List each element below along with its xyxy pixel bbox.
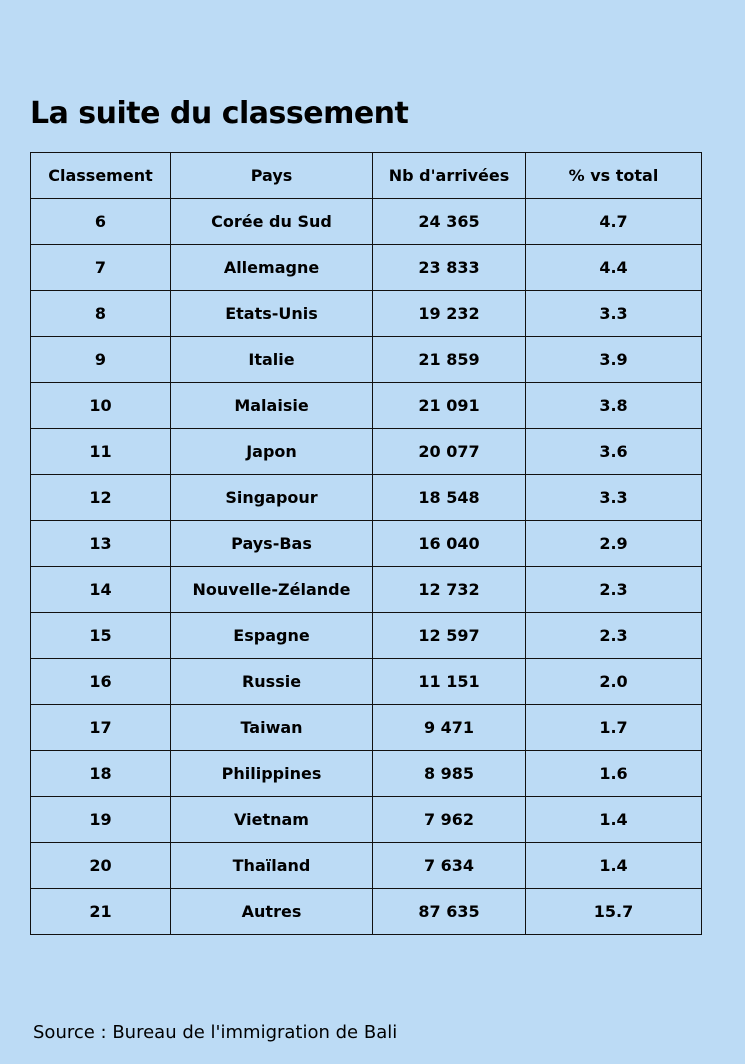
cell-nb-arrivees: 11 151	[373, 659, 526, 705]
cell-classement: 18	[31, 751, 171, 797]
cell-pays: Etats-Unis	[171, 291, 373, 337]
cell-pays: Nouvelle-Zélande	[171, 567, 373, 613]
ranking-table	[30, 152, 702, 935]
cell-classement: 7	[31, 245, 171, 291]
table-row	[31, 751, 702, 797]
cell-nb-arrivees: 19 232	[373, 291, 526, 337]
cell-classement: 12	[31, 475, 171, 521]
cell-classement: 20	[31, 843, 171, 889]
cell-nb-arrivees: 7 634	[373, 843, 526, 889]
cell-pays: Singapour	[171, 475, 373, 521]
cell-classement: 15	[31, 613, 171, 659]
table-row	[31, 843, 702, 889]
cell-nb-arrivees: 24 365	[373, 199, 526, 245]
cell-nb-arrivees: 87 635	[373, 889, 526, 935]
cell-pays: Russie	[171, 659, 373, 705]
cell-pct-total: 2.3	[526, 613, 702, 659]
cell-classement: 17	[31, 705, 171, 751]
cell-pays: Malaisie	[171, 383, 373, 429]
cell-pct-total: 1.6	[526, 751, 702, 797]
cell-nb-arrivees: 16 040	[373, 521, 526, 567]
cell-classement: 13	[31, 521, 171, 567]
table-row	[31, 705, 702, 751]
cell-pct-total: 3.9	[526, 337, 702, 383]
cell-nb-arrivees: 8 985	[373, 751, 526, 797]
cell-pct-total: 1.4	[526, 797, 702, 843]
page-title: La suite du classement	[30, 96, 409, 132]
cell-classement: 11	[31, 429, 171, 475]
cell-pct-total: 4.7	[526, 199, 702, 245]
cell-pays: Thaïland	[171, 843, 373, 889]
cell-pays: Taiwan	[171, 705, 373, 751]
cell-nb-arrivees: 18 548	[373, 475, 526, 521]
table-row	[31, 291, 702, 337]
cell-classement: 10	[31, 383, 171, 429]
cell-nb-arrivees: 7 962	[373, 797, 526, 843]
cell-pct-total: 4.4	[526, 245, 702, 291]
table-row	[31, 199, 702, 245]
header-pays: Pays	[171, 153, 373, 199]
table-row	[31, 475, 702, 521]
cell-pays: Corée du Sud	[171, 199, 373, 245]
cell-nb-arrivees: 12 732	[373, 567, 526, 613]
cell-nb-arrivees: 23 833	[373, 245, 526, 291]
cell-pays: Pays-Bas	[171, 521, 373, 567]
table-row	[31, 429, 702, 475]
cell-pays: Espagne	[171, 613, 373, 659]
cell-nb-arrivees: 9 471	[373, 705, 526, 751]
cell-classement: 21	[31, 889, 171, 935]
cell-pays: Vietnam	[171, 797, 373, 843]
cell-classement: 8	[31, 291, 171, 337]
cell-pct-total: 3.3	[526, 475, 702, 521]
cell-pct-total: 2.3	[526, 567, 702, 613]
cell-pct-total: 3.3	[526, 291, 702, 337]
cell-pct-total: 3.8	[526, 383, 702, 429]
cell-pays: Allemagne	[171, 245, 373, 291]
table-row	[31, 659, 702, 705]
table-body	[31, 199, 702, 935]
table-row	[31, 337, 702, 383]
table-row	[31, 383, 702, 429]
cell-pct-total: 2.9	[526, 521, 702, 567]
cell-classement: 14	[31, 567, 171, 613]
cell-pct-total: 3.6	[526, 429, 702, 475]
table-row	[31, 567, 702, 613]
table-row	[31, 245, 702, 291]
cell-pays: Autres	[171, 889, 373, 935]
cell-nb-arrivees: 21 859	[373, 337, 526, 383]
cell-classement: 9	[31, 337, 171, 383]
cell-pays: Italie	[171, 337, 373, 383]
cell-pct-total: 15.7	[526, 889, 702, 935]
cell-classement: 6	[31, 199, 171, 245]
source-note: Source : Bureau de l'immigration de Bali	[33, 1022, 398, 1043]
table-header-row	[31, 153, 702, 199]
cell-classement: 16	[31, 659, 171, 705]
table-row	[31, 797, 702, 843]
cell-pays: Philippines	[171, 751, 373, 797]
header-pct-total: % vs total	[526, 153, 702, 199]
cell-nb-arrivees: 20 077	[373, 429, 526, 475]
cell-pays: Japon	[171, 429, 373, 475]
header-nb-arrivees: Nb d'arrivées	[373, 153, 526, 199]
cell-nb-arrivees: 21 091	[373, 383, 526, 429]
header-classement: Classement	[31, 153, 171, 199]
table-row	[31, 889, 702, 935]
cell-pct-total: 1.7	[526, 705, 702, 751]
cell-classement: 19	[31, 797, 171, 843]
table-row	[31, 521, 702, 567]
cell-nb-arrivees: 12 597	[373, 613, 526, 659]
cell-pct-total: 2.0	[526, 659, 702, 705]
table-row	[31, 613, 702, 659]
cell-pct-total: 1.4	[526, 843, 702, 889]
